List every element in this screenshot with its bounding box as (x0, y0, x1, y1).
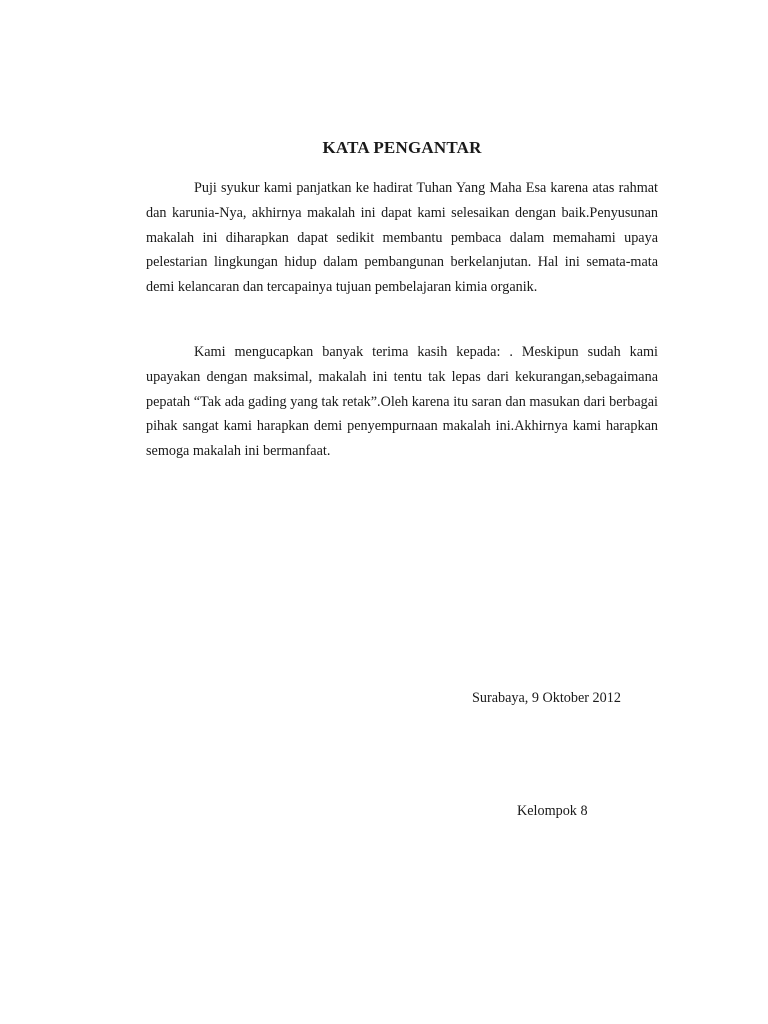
signature: Kelompok 8 (517, 803, 588, 819)
paragraph-1-text: Puji syukur kami panjatkan ke hadirat Tuhan Yang Maha Esa karena atas rahmat dan karunia-Nya, akhirnya makalah ini dapat kami selesaikan dengan baik.Penyusunan makalah ini diharapkan dapat sedikit membantu pembaca dalam memahami upaya pelestarian lingkungan hidup dalam pembangunan berkelanjutan. Hal ini semata-mata demi kelancaran dan tercapainya tujuan pembelajaran kimia organik. (146, 180, 658, 296)
page-title: KATA PENGANTAR (322, 138, 482, 157)
paragraph-2-text: Kami mengucapkan banyak terima kasih kepada: . Meskipun sudah kami upayakan dengan maksimal, makalah ini tentu tak lepas dari kekurangan,sebagaimana pepatah “Tak ada gading yang tak retak”.Oleh karena itu saran dan masukan dari berbagai pihak sangat kami harapkan demi penyempurnaan makalah ini.Akhirnya kami harapkan semoga makalah ini bermanfaat. (146, 344, 658, 460)
paragraph-2 (146, 340, 658, 464)
paragraph-1 (146, 176, 658, 300)
place-date: Surabaya, 9 Oktober 2012 (472, 690, 621, 706)
